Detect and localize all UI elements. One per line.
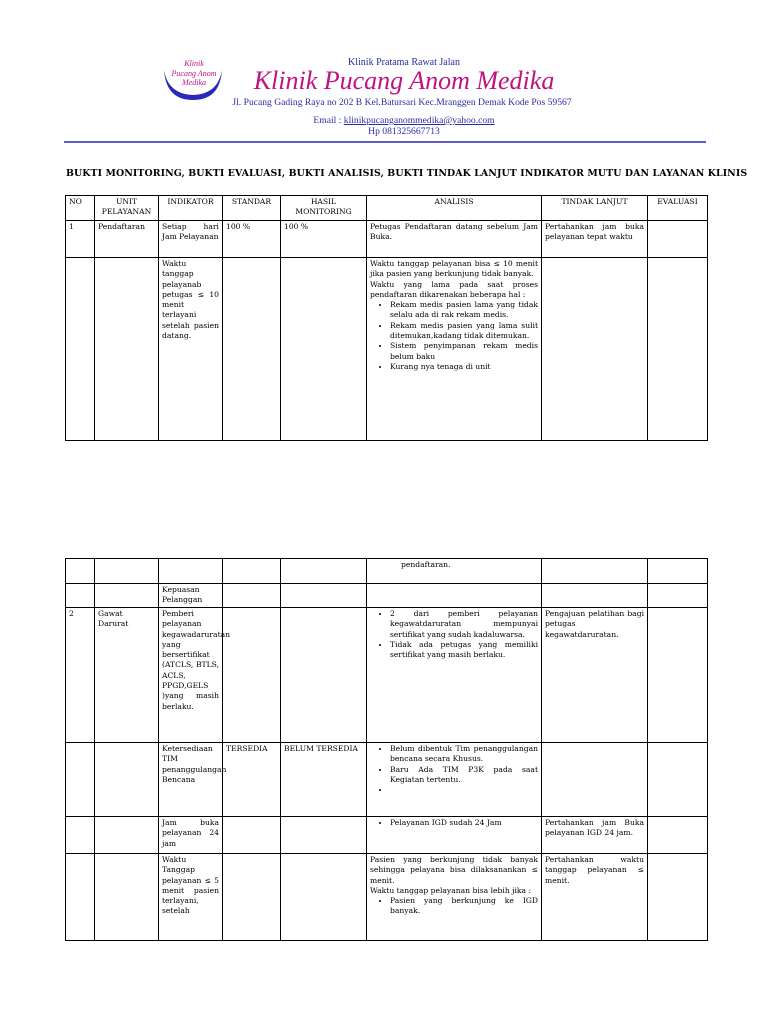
cell-analisis: [367, 584, 542, 608]
cell-standar: [223, 854, 281, 941]
cell-indikator: Jam buka pelayanan 24 jam: [159, 817, 223, 854]
cell-unit: [95, 258, 159, 441]
cell-analisis: [367, 854, 542, 941]
table-row: [66, 743, 708, 817]
table-row: [66, 817, 708, 854]
cell-hasil: [281, 608, 367, 743]
cell-hasil: 100 %: [281, 221, 367, 258]
cell-indikator: Setiap hari Jam Pelayanan: [159, 221, 223, 258]
table-header-row: [66, 196, 708, 221]
col-header-indikator: INDIKATOR: [159, 196, 223, 221]
cell-tindak-lanjut: Pertahankan waktu tanggap pelayanan ≤ menit.: [542, 854, 648, 941]
cell-hasil: [281, 584, 367, 608]
cell-unit: [95, 559, 159, 584]
table-row: [66, 584, 708, 608]
cell-evaluasi: [648, 854, 708, 941]
cell-hasil: [281, 559, 367, 584]
cell-unit: [95, 584, 159, 608]
col-header-tindak-lanjut: TINDAK LANJUT: [542, 196, 648, 221]
table-row: [66, 258, 708, 441]
cell-standar: [223, 584, 281, 608]
list-item: • Rekam medis pasien lama yang tidak selalu ada di rak rekam medis.: [390, 300, 538, 321]
email-label: Email :: [313, 115, 344, 126]
analysis-paragraph: Waktu tanggap pelayanan bisa ≤ 10 menit jika pasien yang berkunjung tidak banyak.: [370, 259, 538, 279]
cell-no: 1: [66, 221, 95, 258]
cell-standar: [223, 817, 281, 854]
cell-tindak-lanjut: [542, 559, 648, 584]
list-item: [390, 785, 538, 795]
cell-analisis: [367, 743, 542, 817]
indicator-table-page-2: [65, 558, 708, 941]
cell-evaluasi: [648, 258, 708, 441]
cell-no: [66, 854, 95, 941]
col-header-standar: STANDAR: [223, 196, 281, 221]
analysis-bullet-list: [370, 896, 538, 917]
logo-text-3: Medika: [182, 78, 206, 87]
cell-unit: Pendaftaran: [95, 221, 159, 258]
table-row: [66, 608, 708, 743]
analysis-bullet-list: [370, 300, 538, 372]
list-item: • Tidak ada petugas yang memiliki sertifikat yang masih berlaku.: [390, 640, 538, 661]
cell-unit: [95, 854, 159, 941]
cell-no: [66, 258, 95, 441]
cell-no: [66, 817, 95, 854]
cell-analisis: Petugas Pendaftaran datang sebelum Jam Buka.: [367, 221, 542, 258]
cell-tindak-lanjut: Pertahankan jam buka pelayanan tepat waktu: [542, 221, 648, 258]
cell-indikator: Waktu tanggap pelayanab petugas ≤ 10 menit terlayani setelah pasien datang.: [159, 258, 223, 441]
col-header-evaluasi: EVALUASI: [648, 196, 708, 221]
cell-standar: 100 %: [223, 221, 281, 258]
cell-indikator: Kepuasan Pelanggan: [159, 584, 223, 608]
cell-tindak-lanjut: Pengajuan pelatihan bagi petugas kegawatdaruratan.: [542, 608, 648, 743]
cell-evaluasi: [648, 559, 708, 584]
logo-text-1: Klinik: [184, 59, 204, 68]
cell-analisis: pendaftaran.: [367, 559, 542, 584]
clinic-email-line: [220, 115, 588, 126]
list-item: • Rekam medis pasien yang lama sulit ditemukan,kadang tidak ditemukan.: [390, 321, 538, 342]
cell-evaluasi: [648, 743, 708, 817]
clinic-phone: Hp 081325667713: [368, 126, 440, 137]
cell-standar: [223, 559, 281, 584]
clinic-title: Klinik Pucang Anom Medika: [253, 66, 555, 95]
cell-indikator: Pemberi pelayanan kegawadaruratan yang bersertifikat (ATCLS, BTLS, ACLS, PPGD,GELS )yang masih berlaku.: [159, 608, 223, 743]
document-title: BUKTI MONITORING, BUKTI EVALUASI, BUKTI ANALISIS, BUKTI TINDAK LANJUT INDIKATOR MUTU DAN LAYANAN KLINIS: [66, 168, 748, 179]
cell-hasil: BELUM TERSEDIA: [281, 743, 367, 817]
cell-indikator: Ketersediaan TIM penanggulangan Bencana: [159, 743, 223, 817]
table-row: [66, 559, 708, 584]
col-header-unit: UNIT PELAYANAN: [95, 196, 159, 221]
analysis-paragraph: Waktu tanggap pelayanan bisa lebih jika :: [370, 885, 532, 895]
logo-text-2: Pucang Anom: [171, 69, 217, 78]
cell-evaluasi: [648, 817, 708, 854]
cell-hasil: [281, 817, 367, 854]
cell-tindak-lanjut: [542, 743, 648, 817]
analysis-paragraph: Pasien yang berkunjung tidak banyak sehingga pelayana bisa dilaksanankan ≤ menit.: [370, 855, 538, 885]
table-row: [66, 221, 708, 258]
col-header-hasil: HASIL MONITORING: [281, 196, 367, 221]
cell-no: [66, 743, 95, 817]
cell-no: [66, 584, 95, 608]
cell-hasil: [281, 258, 367, 441]
list-item: • Pasien yang berkunjung ke IGD banyak.: [390, 896, 538, 917]
header-divider: [64, 141, 706, 143]
indicator-table-page-1: [65, 195, 708, 441]
cell-analisis: [367, 258, 542, 441]
cell-standar: [223, 258, 281, 441]
cell-tindak-lanjut: [542, 258, 648, 441]
list-item: • Kurang nya tenaga di unit: [390, 362, 538, 372]
analysis-paragraph: Waktu yang lama pada saat proses pendaftaran dikarenakan beberapa hal :: [370, 279, 538, 299]
col-header-analisis: ANALISIS: [367, 196, 542, 221]
cell-hasil: [281, 854, 367, 941]
cell-standar: TERSEDIA: [223, 743, 281, 817]
cell-tindak-lanjut: [542, 584, 648, 608]
cell-analisis: [367, 817, 542, 854]
list-item: • Baru Ada TIM P3K pada saat Kegiatan tertentu.: [390, 765, 538, 786]
list-item: • Pelayanan IGD sudah 24 Jam: [390, 818, 538, 828]
list-item: • Belum dibentuk Tim penanggulangan bencana secara Khusus.: [390, 744, 538, 765]
cell-evaluasi: [648, 221, 708, 258]
analysis-bullet-list: [370, 818, 538, 828]
analysis-bullet-list: [370, 744, 538, 795]
cell-unit: Gawat Darurat: [95, 608, 159, 743]
cell-indikator: Waktu Tanggap pelayanan ≤ 5 menit pasien terlayani, setelah: [159, 854, 223, 941]
clinic-subtitle: Klinik Pratama Rawat Jalan: [348, 57, 460, 68]
table-row: [66, 854, 708, 941]
cell-standar: [223, 608, 281, 743]
cell-tindak-lanjut: Pertahankan jam Buka pelayanan IGD 24 jam.: [542, 817, 648, 854]
clinic-address: Jl. Pucang Gading Raya no 202 B Kel.Batursari Kec.Mranggen Demak Kode Pos 59567: [232, 97, 572, 108]
list-item: • 2 dari pemberi pelayanan kegawatdaruratan mempunyai sertifikat yang sudah kadaluwarsa.: [390, 609, 538, 640]
cell-evaluasi: [648, 608, 708, 743]
cell-unit: [95, 743, 159, 817]
cell-no: 2: [66, 608, 95, 743]
cell-analisis: [367, 608, 542, 743]
cell-evaluasi: [648, 584, 708, 608]
cell-indikator: [159, 559, 223, 584]
col-header-no: NO: [66, 196, 95, 221]
email-link[interactable]: klinikpucanganommedika@yahoo.com: [343, 115, 495, 126]
cell-unit: [95, 817, 159, 854]
cell-no: [66, 559, 95, 584]
analysis-bullet-list: [370, 609, 538, 660]
list-item: • Sistem penyimpanan rekam medis belum baku: [390, 341, 538, 362]
